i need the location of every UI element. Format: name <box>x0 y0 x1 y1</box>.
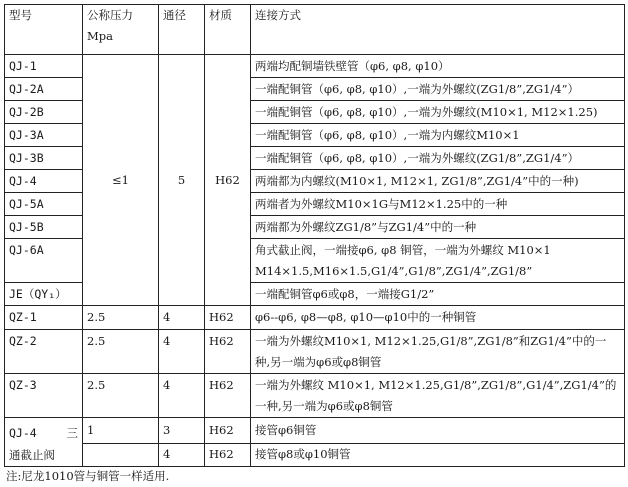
model-cell: QZ-3 <box>5 374 83 418</box>
connection-cell: 接管φ6铜管 <box>251 418 625 444</box>
connection-cell: 一端配铜管（φ6, φ8, φ10）,一端为外螺纹(M10×1, M12×1.25) <box>251 101 625 124</box>
pressure-cell: 2.5 <box>83 306 159 330</box>
pressure-cell-empty <box>83 443 159 466</box>
material-cell: H62 <box>205 306 251 330</box>
header-model: 型号 <box>5 5 83 55</box>
model-cell: QJ-4 <box>5 170 83 193</box>
model-code: QJ-4 <box>9 426 37 440</box>
model-cell: QJ-3A <box>5 124 83 147</box>
model-line-2: 通截止阀 <box>9 448 55 462</box>
material-cell: H62 <box>205 374 251 418</box>
table-row <box>5 443 625 466</box>
material-cell: H62 <box>205 418 251 444</box>
table-row <box>5 55 625 78</box>
table-row <box>5 418 625 444</box>
connection-cell: φ6--φ6, φ8—φ8, φ10—φ10中的一种铜管 <box>251 306 625 330</box>
footnote: 注:尼龙1010管与铜管一样适用. <box>6 469 170 483</box>
connection-cell: 两端都为内螺纹(M10×1, M12×1, ZG1/8”,ZG1/4”中的一种) <box>251 170 625 193</box>
model-cell: QJ-2B <box>5 101 83 124</box>
header-material: 材质 <box>205 5 251 55</box>
header-diameter: 通径 <box>159 5 205 55</box>
model-cell: QJ-5B <box>5 216 83 239</box>
model-cell: JE（QY₁） <box>5 283 83 306</box>
table-row <box>5 330 625 374</box>
material-cell: H62 <box>205 443 251 466</box>
pressure-cell: 2.5 <box>83 374 159 418</box>
pressure-cell: 1 <box>83 418 159 444</box>
connection-cell: 两端均配铜墙铁壁管（φ6, φ8, φ10） <box>251 55 625 78</box>
material-cell: H62 <box>205 55 251 306</box>
connection-cell: 一端配铜管（φ6, φ8, φ10）,一端为外螺纹(ZG1/8”,ZG1/4”） <box>251 78 625 101</box>
connection-cell: 一端配铜管φ6或φ8，一端接G1/2” <box>251 283 625 306</box>
model-cell: QJ-6A <box>5 239 83 283</box>
pressure-cell: ≤1 <box>83 55 159 306</box>
connection-cell: 接管φ8或φ10铜管 <box>251 443 625 466</box>
connection-cell: 两端者为外螺纹M10×1G与M12×1.25中的一种 <box>251 193 625 216</box>
pressure-cell: 2.5 <box>83 330 159 374</box>
model-cell: QJ-2A <box>5 78 83 101</box>
header-connection: 连接方式 <box>251 5 625 55</box>
table-row <box>5 306 625 330</box>
connection-cell: 一端配铜管（φ6, φ8, φ10）,一端为外螺纹(ZG1/8”,ZG1/4”） <box>251 147 625 170</box>
diameter-cell: 4 <box>159 306 205 330</box>
model-cell: QZ-1 <box>5 306 83 330</box>
header-row <box>5 5 625 55</box>
connection-cell: 一端配铜管（φ6, φ8, φ10）,一端为内螺纹M10×1 <box>251 124 625 147</box>
model-cell: QJ-5A <box>5 193 83 216</box>
model-cell: QJ-3B <box>5 147 83 170</box>
diameter-cell: 5 <box>159 55 205 306</box>
connection-cell: 一端为外螺纹M10×1, M12×1.25,G1/8”,ZG1/8”和ZG1/4”中的一种,另一端为φ6或φ8铜管 <box>251 330 625 374</box>
model-cell: QJ-1 <box>5 55 83 78</box>
header-pressure <box>83 5 159 55</box>
connection-cell: 角式截止阀，一端接φ6, φ8 铜管，一端为外螺纹 M10×1 M14×1.5,M16×1.5,G1/4”,G1/8”,ZG1/4”,ZG1/8” <box>251 239 625 283</box>
model-cell: QZ-2 <box>5 330 83 374</box>
header-pressure-label: 公称压力 <box>87 8 133 22</box>
diameter-cell: 4 <box>159 443 205 466</box>
model-line-1 <box>9 422 78 444</box>
diameter-cell: 4 <box>159 330 205 374</box>
connection-cell: 一端为外螺纹 M10×1, M12×1.25,G1/8”,ZG1/8”,G1/4”,ZG1/4”的一种,另一端为φ6或φ8铜管 <box>251 374 625 418</box>
connection-cell: 两端都为外螺纹ZG1/8”与ZG1/4”中的一种 <box>251 216 625 239</box>
diameter-cell: 4 <box>159 374 205 418</box>
header-pressure-unit: Mpa <box>87 29 113 43</box>
table-row <box>5 374 625 418</box>
valve-spec-table <box>4 4 625 467</box>
model-cell-qj4-valve <box>5 418 83 467</box>
material-cell: H62 <box>205 330 251 374</box>
model-type-prefix: 三 <box>66 426 78 440</box>
diameter-cell: 3 <box>159 418 205 444</box>
